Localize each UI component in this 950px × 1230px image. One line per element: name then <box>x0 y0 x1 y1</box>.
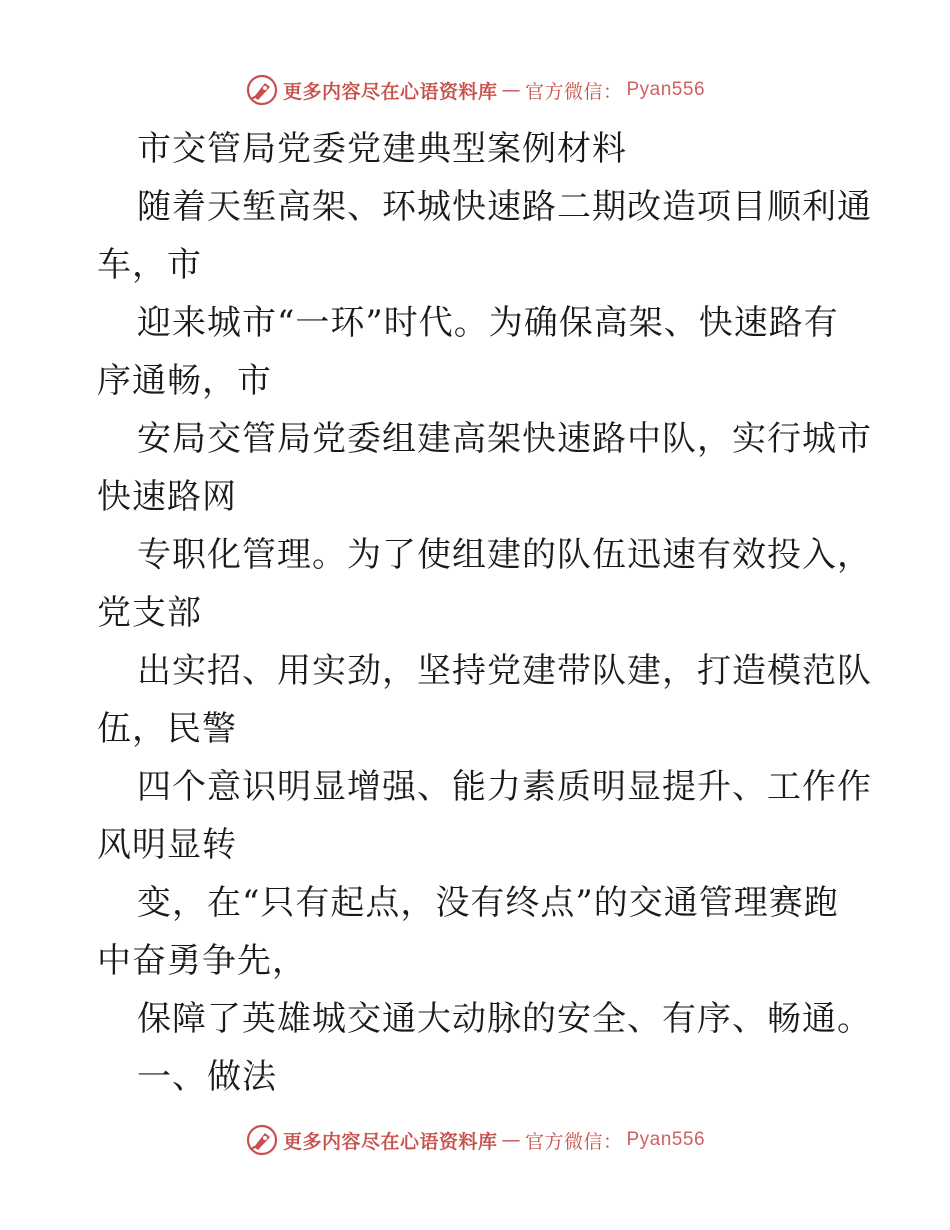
text-line: 迎来城市“一环”时代。为确保高架、快速路有 <box>137 303 839 343</box>
watermark-separator: — <box>501 79 521 101</box>
watermark-label: 官方微信： <box>524 1130 623 1153</box>
text-line: 序通畅，市 <box>97 361 272 401</box>
pen-nib-logo-icon <box>245 1123 279 1157</box>
text-line: 随着天堑高架、环城快速路二期改造项目顺利通 <box>137 187 872 227</box>
document-body <box>97 120 872 1106</box>
text-line: 专职化管理。为了使组建的队伍迅速有效投入， <box>137 535 872 575</box>
text-line: 中奋勇争先， <box>97 941 307 981</box>
watermark-separator: — <box>501 1129 521 1151</box>
watermark-id: Pyan556 <box>626 1129 706 1150</box>
watermark-label: 官方微信： <box>524 80 623 103</box>
watermark-banner-top <box>0 70 950 110</box>
document-title: 市交管局党委党建典型案例材料 <box>137 129 627 169</box>
text-line: 安局交管局党委组建高架快速路中队，实行城市 <box>137 419 872 459</box>
watermark-id: Pyan556 <box>626 79 706 100</box>
watermark-prefix: 更多内容尽在心语资料库 <box>282 1130 498 1153</box>
text-line: 保障了英雄城交通大动脉的安全、有序、畅通。 <box>137 999 872 1039</box>
text-line: 党支部 <box>97 593 202 633</box>
text-line: 出实招、用实劲，坚持党建带队建，打造模范队 <box>137 651 872 691</box>
text-line: 伍，民警 <box>97 709 237 749</box>
text-line: 四个意识明显增强、能力素质明显提升、工作作 <box>137 767 872 807</box>
watermark-banner-bottom <box>0 1120 950 1160</box>
pen-nib-logo-icon <box>245 73 279 107</box>
text-line: 风明显转 <box>97 825 237 865</box>
watermark-prefix: 更多内容尽在心语资料库 <box>282 80 498 103</box>
text-line: 车，市 <box>97 245 202 285</box>
section-heading: 一、做法 <box>137 1057 277 1097</box>
text-line: 快速路网 <box>97 477 237 517</box>
text-line: 变，在“只有起点，没有终点”的交通管理赛跑 <box>137 883 839 923</box>
